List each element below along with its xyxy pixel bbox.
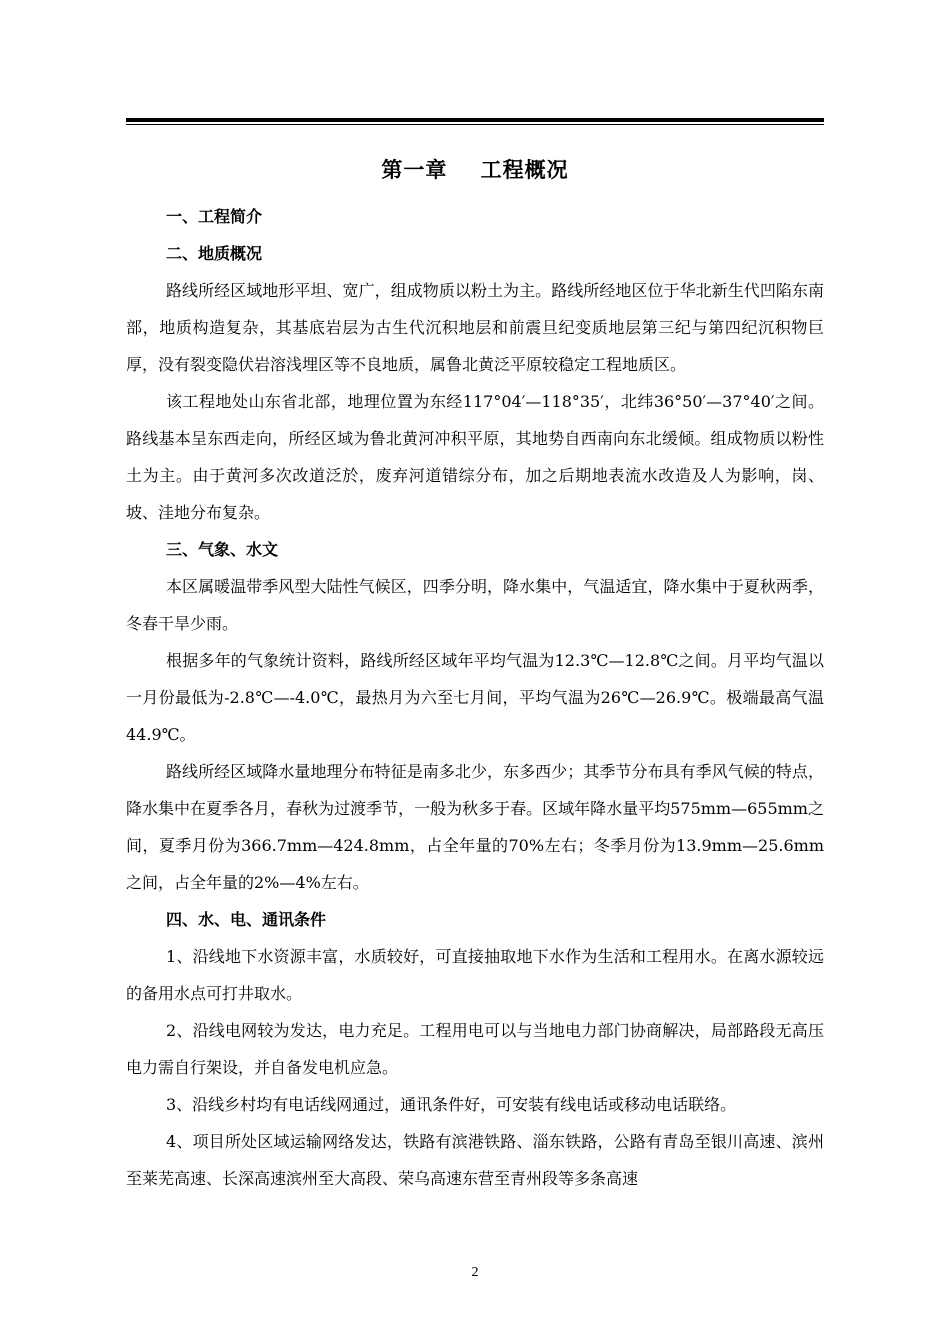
header-rule-thin: [126, 124, 824, 125]
chapter-title: 第一章 工程概况: [381, 157, 569, 182]
climate-paragraph-2: 根据多年的气象统计资料，路线所经区域年平均气温为12.3℃—12.8℃之间。月平均气温以一月份最低为-2.8℃—-4.0℃，最热月为六至七月间，平均气温为26℃—26.9℃。极端最高气温44.9℃。: [126, 651, 824, 744]
utilities-paragraph-transport: 4、项目所处区域运输网络发达，铁路有滨港铁路、淄东铁路，公路有青岛至银川高速、滨州至莱芜高速、长深高速滨州至大高段、荣乌高速东营至青州段等多条高速: [126, 1132, 824, 1188]
utilities-paragraph-telecom: 3、沿线乡村均有电话线网通过，通讯条件好，可安装有线电话或移动电话联络。: [166, 1095, 737, 1114]
section-heading-climate: 三、气象、水文: [166, 540, 279, 559]
section-heading-geology: 二、地质概况: [166, 244, 263, 263]
section-heading-project-intro: 一、工程简介: [166, 207, 263, 226]
section-heading-utilities: 四、水、电、通讯条件: [166, 910, 327, 929]
utilities-paragraph-water: 1、沿线地下水资源丰富，水质较好，可直接抽取地下水作为生活和工程用水。在离水源较远的备用水点可打井取水。: [126, 947, 824, 1003]
document-body: [126, 144, 824, 1197]
utilities-paragraph-power: 2、沿线电网较为发达，电力充足。工程用电可以与当地电力部门协商解决，局部路段无高压电力需自行架设，并自备发电机应急。: [126, 1021, 824, 1077]
climate-paragraph-3: 路线所经区域降水量地理分布特征是南多北少，东多西少；其季节分布具有季风气候的特点，降水集中在夏季各月，春秋为过渡季节，一般为秋多于春。区域年降水量平均575mm—655mm之间，夏季月份为366.7mm—424.8mm，占全年量的70%左右；冬季月份为13.9mm—25.6mm之间，占全年量的2%—4%左右。: [126, 762, 824, 892]
climate-paragraph-1: 本区属暖温带季风型大陆性气候区，四季分明，降水集中，气温适宜，降水集中于夏秋两季，冬春干旱少雨。: [126, 577, 824, 633]
header-rule-thick: [126, 118, 824, 122]
geology-paragraph-2: 该工程地处山东省北部，地理位置为东经117°04′—118°35′，北纬36°50′—37°40′之间。路线基本呈东西走向，所经区域为鲁北黄河冲积平原，其地势自西南向东北缓倾。组成物质以粉性土为主。由于黄河多次改道泛於，废弃河道错综分布，加之后期地表流水改造及人为影响，岗、坡、洼地分布复杂。: [126, 392, 824, 522]
page-number: 2: [471, 1265, 479, 1280]
geology-paragraph-1: 路线所经区域地形平坦、宽广，组成物质以粉土为主。路线所经地区位于华北新生代凹陷东南部，地质构造复杂，其基底岩层为古生代沉积地层和前震旦纪变质地层第三纪与第四纪沉积物巨厚，没有裂变隐伏岩溶浅埋区等不良地质，属鲁北黄泛平原较稳定工程地质区。: [126, 281, 824, 374]
